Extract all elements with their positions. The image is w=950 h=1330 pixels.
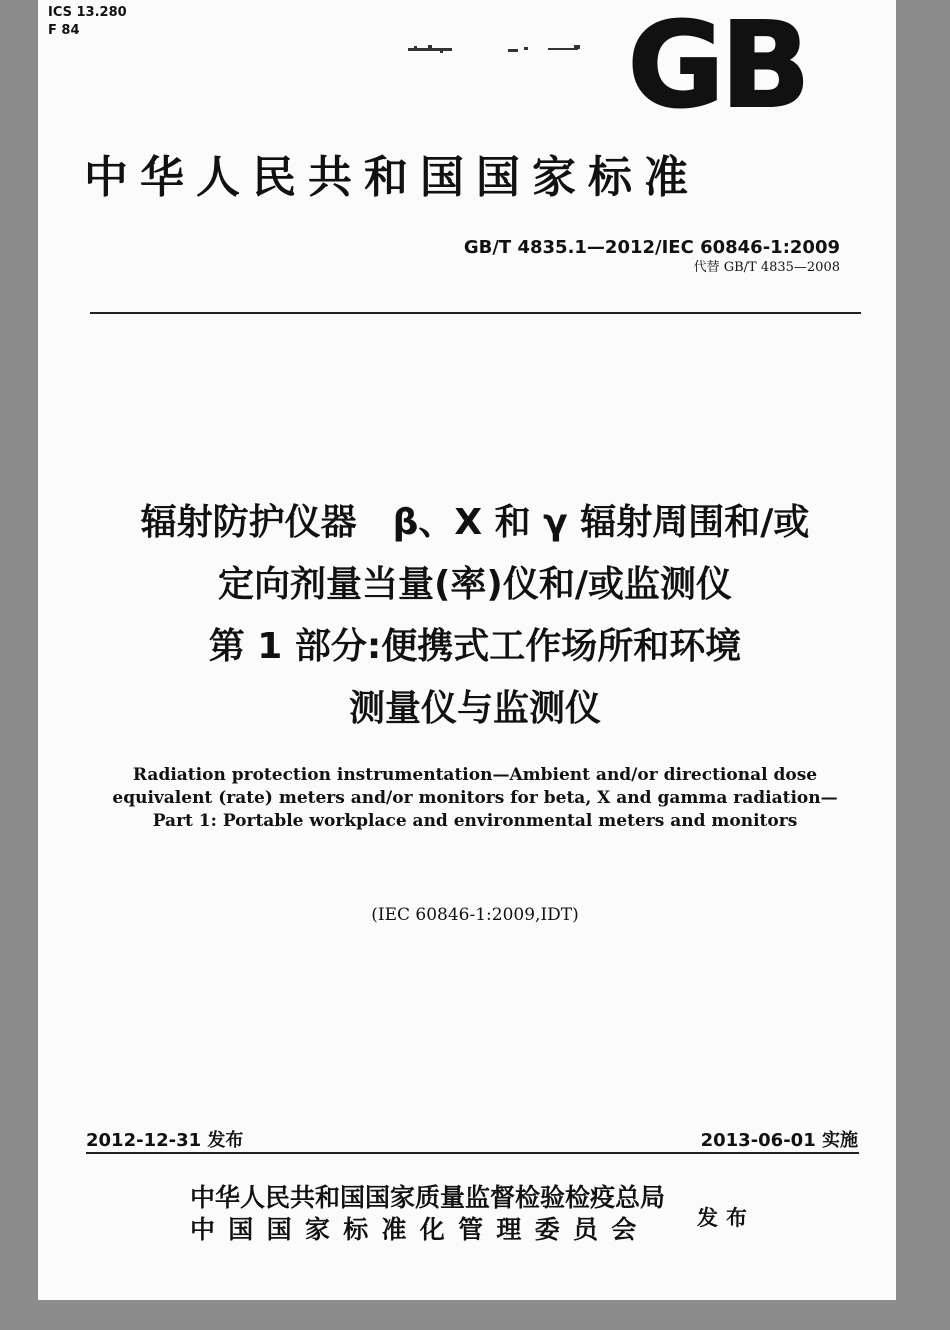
chinese-title-line-2: 定向剂量当量(率)仪和/或监测仪 — [217, 564, 733, 605]
chinese-title-line-4: 测量仪与监测仪 — [348, 688, 601, 729]
issuer-sac: 中国国家标准化管理委员会 — [190, 1215, 650, 1244]
issuing-organizations — [190, 1182, 665, 1246]
issue-action: 发布 — [697, 1206, 755, 1230]
class-code: F 84 — [48, 23, 80, 38]
implementation-date: 2013-06-01 实施 — [700, 1130, 858, 1151]
chinese-title — [60, 492, 890, 740]
chinese-title-line-3: 第 1 部分:便携式工作场所和环境 — [208, 626, 742, 667]
replaces-standard: 代替 GB/T 4835—2008 — [693, 260, 840, 275]
gb-logo-text: GB — [627, 14, 807, 120]
english-title-line-3: Part 1: Portable workplace and environmental meters and monitors — [152, 811, 798, 831]
chinese-title-line-1: 辐射防护仪器 β、X 和 γ 辐射周围和/或 — [140, 502, 810, 543]
footer-divider — [86, 1152, 859, 1154]
classification-codes — [48, 4, 127, 40]
english-title — [60, 764, 890, 833]
national-standard-title: 中华人民共和国国家标准 — [84, 152, 700, 203]
scan-noise — [408, 42, 588, 58]
issue-date: 2012-12-31 发布 — [86, 1130, 244, 1151]
english-title-line-1: Radiation protection instrumentation—Ambient and/or directional dose — [132, 765, 818, 785]
issuer-aqsiq: 中华人民共和国国家质量监督检验检疫总局 — [190, 1183, 666, 1212]
gb-logo — [624, 14, 810, 120]
equivalence-statement: (IEC 60846-1:2009,IDT) — [371, 905, 579, 925]
header-divider — [90, 312, 861, 314]
standard-number: GB/T 4835.1—2012/IEC 60846-1:2009 — [463, 237, 840, 258]
english-title-line-2: equivalent (rate) meters and/or monitors for beta, X and gamma radiation— — [112, 788, 838, 808]
standard-number-block — [464, 236, 840, 276]
ics-code: ICS 13.280 — [48, 5, 127, 20]
